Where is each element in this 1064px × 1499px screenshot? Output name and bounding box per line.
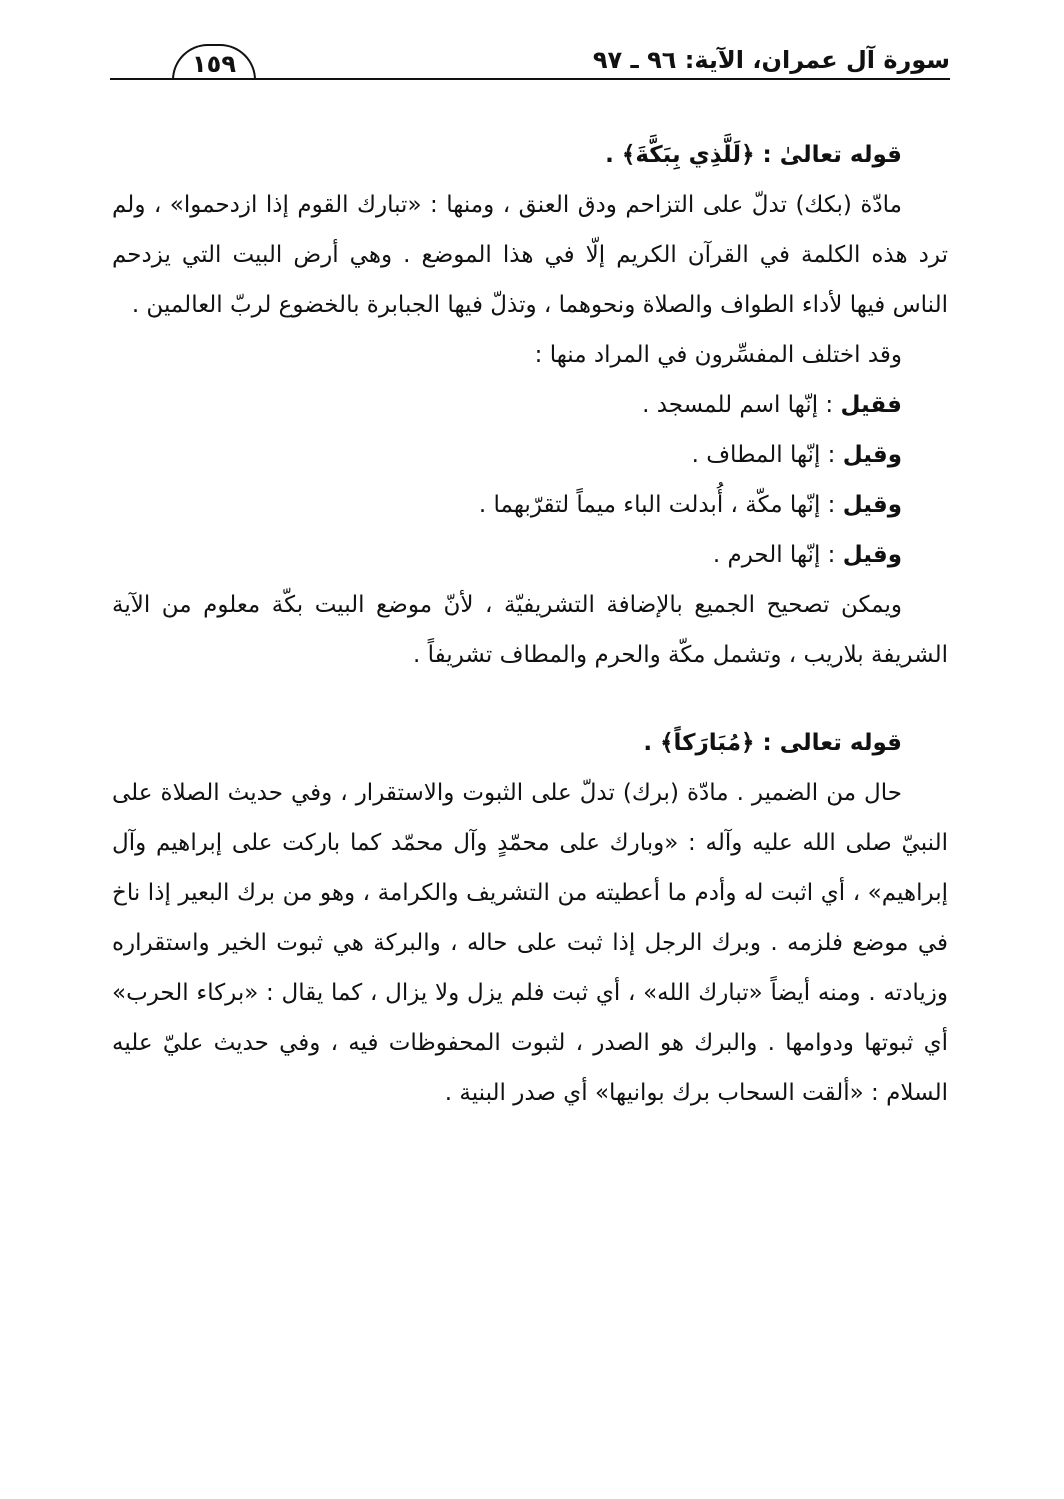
section1-intro-line: وقد اختلف المفسِّرون في المراد منها : (534, 342, 902, 368)
opinion-item (112, 530, 948, 580)
page-content (112, 130, 948, 1118)
section-spacer (112, 680, 948, 718)
section1-conclusion: ويمكن تصحيح الجميع بالإضافة التشريفيّة ، لأنّ موضع البيت بكّة معلوم من الآية الشريفة بلاريب ، وتشمل مكّة والحرم والمطاف تشريفاً . (112, 592, 948, 668)
page-header (110, 38, 950, 80)
section2-heading-verse: ﴿مُبَارَكاً﴾ (660, 730, 755, 756)
opinion-label: وقيل (842, 492, 902, 518)
running-title: سورة آل عمران، الآية: ٩٦ ـ ٩٧ (592, 46, 950, 74)
section1-heading (112, 130, 948, 180)
section1-heading-verse: ﴿لَلَّذِي بِبَكَّةَ﴾ (621, 142, 755, 168)
section2-heading-suffix: . (643, 730, 661, 756)
opinion-label: فقيل (840, 392, 902, 418)
opinion-text: : إنّها اسم للمسجد . (642, 392, 841, 418)
page-number: ١٥٩ (172, 44, 256, 80)
header-rule (110, 78, 950, 80)
section2-heading-prefix: قوله تعالى : (754, 730, 902, 756)
section1-heading-prefix: قوله تعالىٰ : (754, 142, 902, 168)
opinion-label: وقيل (842, 542, 902, 568)
section2-paragraph: حال من الضمير . مادّة (برك) تدلّ على الثبوت والاستقرار ، وفي حديث الصلاة على النبيّ صلى الله عليه وآله : «وبارك على محمّدٍ وآل محمّد كما باركت على إبراهيم وآل إبراهيم» ، أي اثبت له وأدم ما أعطيته من التشريف والكرامة ، وهو من برك البعير إذا ناخ في موضع فلزمه . وبرك الرجل إذا ثبت على حاله ، والبركة هي ثبوت الخير واستقراره وزيادته . ومنه أيضاً «تبارك الله» ، أي ثبت فلم يزل ولا يزال ، كما يقال : «بركاء الحرب» أي ثبوتها ودوامها . والبرك هو الصدر ، لثبوت المحفوظات فيه ، وفي حديث عليّ عليه السلام : «ألقت السحاب برك بوانيها» أي صدر البنية . (112, 780, 948, 1106)
opinion-text: : إنّها الحرم . (712, 542, 843, 568)
opinion-item (112, 380, 948, 430)
section2-heading (112, 718, 948, 768)
opinion-item (112, 430, 948, 480)
opinion-item (112, 480, 948, 530)
opinion-text: : إنّها المطاف . (691, 442, 843, 468)
opinion-label: وقيل (842, 442, 902, 468)
opinion-text: : إنّها مكّة ، أُبدلت الباء ميماً لتقرّبهما . (478, 492, 843, 518)
section1-paragraph: مادّة (بكك) تدلّ على التزاحم ودق العنق ، ومنها : «تبارك القوم إذا ازدحموا» ، ولم ترد هذه الكلمة في القرآن الكريم إلّا في هذا الموضع . وهي أرض البيت التي يزدحم الناس فيها لأداء الطواف والصلاة ونحوهما ، وتذلّ فيها الجبابرة بالخضوع لربّ العالمين . (112, 192, 948, 318)
section1-heading-suffix: . (605, 142, 622, 168)
